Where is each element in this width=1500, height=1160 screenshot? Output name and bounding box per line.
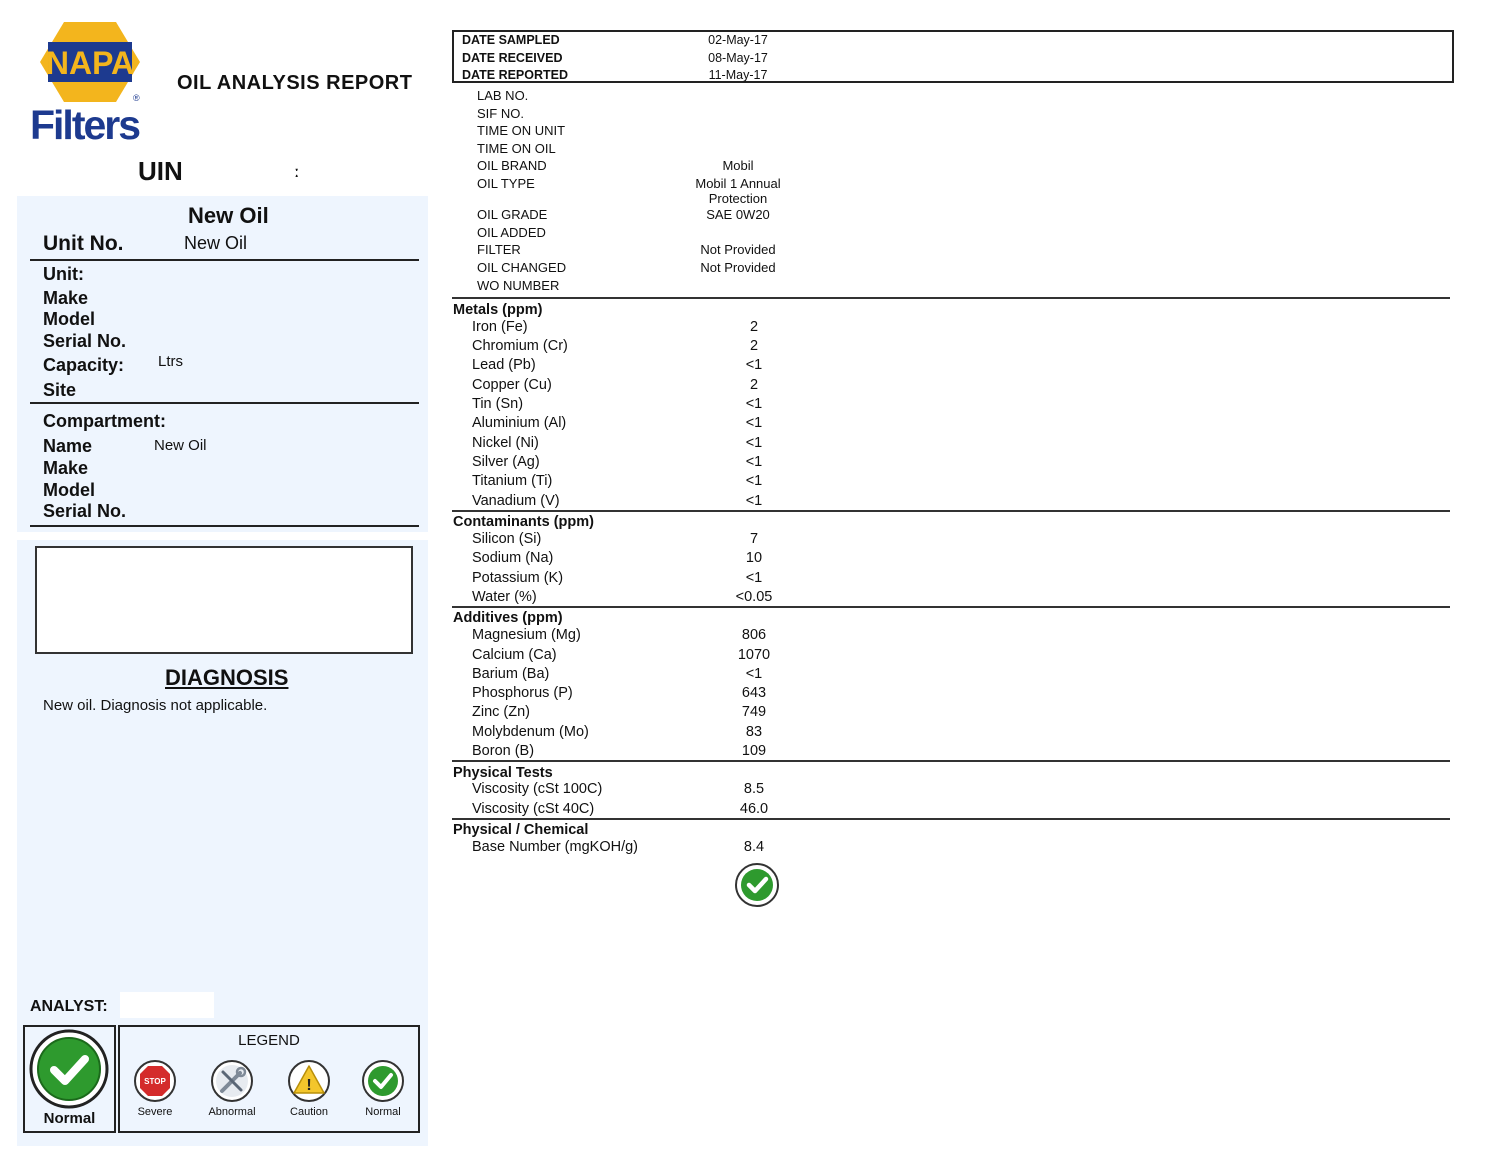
info-label: OIL CHANGED: [477, 260, 567, 275]
compartment-heading: Compartment:: [43, 411, 167, 431]
info-label: WO NUMBER: [477, 278, 560, 293]
unit-heading: New Oil: [188, 203, 269, 228]
test-value: <1: [745, 454, 763, 470]
test-label: Magnesium (Mg): [472, 627, 581, 643]
test-label: Calcium (Ca): [472, 647, 557, 663]
warning-icon: [287, 1059, 331, 1103]
test-value: 806: [741, 627, 767, 643]
test-value: 8.4: [743, 839, 765, 855]
test-value: 2: [749, 319, 759, 335]
test-value: 7: [749, 531, 759, 547]
info-label: FILTER: [477, 242, 521, 257]
test-value: 8.5: [743, 781, 765, 797]
test-label: Viscosity (cSt 100C): [472, 781, 603, 797]
info-label: OIL ADDED: [477, 225, 546, 240]
test-value: <1: [745, 435, 763, 451]
unit-no-value: New Oil: [184, 233, 248, 253]
test-label: Water (%): [472, 589, 537, 605]
test-value: 643: [741, 685, 767, 701]
napa-logo-icon: [38, 20, 142, 104]
compartment-name-value: New Oil: [154, 437, 207, 454]
section-divider: [452, 297, 1450, 299]
oil-grade-value: SAE 0W20: [706, 207, 770, 222]
unit-no-label: Unit No.: [43, 232, 124, 255]
section-divider: [452, 606, 1450, 608]
compartment-model-label: Model: [43, 480, 95, 500]
analyst-name-redacted: [120, 992, 214, 1018]
test-value: 10: [745, 550, 763, 566]
oil-brand-value: Mobil: [722, 158, 754, 173]
section-title-physical-chemical: Physical / Chemical: [453, 822, 589, 838]
compartment-name-label: Name: [43, 436, 93, 456]
test-label: Aluminium (Al): [472, 415, 567, 431]
section-divider: [452, 818, 1450, 820]
test-value: 1070: [737, 647, 771, 663]
test-label: Tin (Sn): [472, 396, 524, 412]
test-value: <1: [745, 415, 763, 431]
check-icon: [361, 1059, 405, 1103]
report-title: OIL ANALYSIS REPORT: [177, 72, 413, 94]
info-label: TIME ON UNIT: [477, 123, 566, 138]
stop-icon: [133, 1059, 177, 1103]
diagnosis-title: DIAGNOSIS: [165, 665, 289, 690]
test-value: <1: [745, 473, 763, 489]
test-value: <1: [745, 493, 763, 509]
registered-mark: ®: [133, 93, 140, 103]
section-title-metals: Metals (ppm): [453, 302, 543, 318]
test-label: Potassium (K): [472, 570, 564, 586]
test-value: <1: [745, 396, 763, 412]
test-value: <1: [745, 666, 763, 682]
date-received-label: DATE RECEIVED: [462, 51, 563, 65]
section-title-physical-tests: Physical Tests: [453, 765, 553, 781]
comments-box: [35, 546, 413, 654]
test-value: 2: [749, 377, 759, 393]
date-sampled-value: 02-May-17: [708, 33, 768, 47]
logo-wordmark: Filters: [30, 102, 140, 148]
date-received-value: 08-May-17: [708, 51, 768, 65]
overall-status-label: Normal: [43, 1110, 96, 1127]
test-value: <1: [745, 357, 763, 373]
section-divider: [452, 760, 1450, 762]
dates-box: [452, 30, 1454, 83]
legend-label-normal: Normal: [365, 1106, 401, 1118]
test-label: Phosphorus (P): [472, 685, 573, 701]
test-label: Base Number (mgKOH/g): [472, 839, 638, 855]
capacity-label: Capacity:: [43, 355, 125, 375]
diagnosis-text: New oil. Diagnosis not applicable.: [43, 697, 268, 714]
test-label: Sodium (Na): [472, 550, 554, 566]
divider: [30, 402, 419, 404]
test-label: Lead (Pb): [472, 357, 536, 373]
analyst-label: ANALYST:: [30, 998, 108, 1015]
unit-serial-label: Serial No.: [43, 331, 127, 351]
test-label: Barium (Ba): [472, 666, 550, 682]
info-label: TIME ON OIL: [477, 141, 556, 156]
check-icon: [29, 1029, 109, 1109]
oil-changed-value: Not Provided: [700, 260, 776, 275]
compartment-make-label: Make: [43, 458, 89, 478]
test-label: Zinc (Zn): [472, 704, 530, 720]
uin-value: ː: [294, 164, 300, 181]
divider: [30, 259, 419, 261]
test-value: 46.0: [739, 801, 769, 817]
legend-label-abnormal: Abnormal: [208, 1106, 256, 1118]
test-value: <1: [745, 570, 763, 586]
section-title-additives: Additives (ppm): [453, 610, 563, 626]
filter-value: Not Provided: [700, 242, 776, 257]
test-label: Vanadium (V): [472, 493, 560, 509]
test-label: Nickel (Ni): [472, 435, 539, 451]
test-value: <0.05: [735, 589, 773, 605]
legend-title: LEGEND: [238, 1032, 300, 1049]
section-divider: [452, 510, 1450, 512]
tools-icon: [210, 1059, 254, 1103]
compartment-serial-label: Serial No.: [43, 501, 127, 521]
info-label: SIF NO.: [477, 106, 524, 121]
test-label: Iron (Fe): [472, 319, 528, 335]
uin-label: UIN: [138, 156, 183, 186]
info-label: OIL TYPE: [477, 176, 535, 191]
legend-label-severe: Severe: [137, 1106, 173, 1118]
info-label: OIL BRAND: [477, 158, 547, 173]
test-value: 2: [749, 338, 759, 354]
legend-label-caution: Caution: [290, 1106, 328, 1118]
info-label: OIL GRADE: [477, 207, 548, 222]
unit-make-label: Make: [43, 288, 89, 308]
test-label: Silicon (Si): [472, 531, 542, 547]
test-value: 109: [741, 743, 767, 759]
info-label: LAB NO.: [477, 88, 529, 103]
svg-text:STOP: STOP: [144, 1077, 166, 1086]
check-icon: [734, 862, 780, 908]
date-reported-value: 11-May-17: [708, 68, 768, 82]
divider: [30, 525, 419, 527]
test-label: Molybdenum (Mo): [472, 724, 589, 740]
date-sampled-label: DATE SAMPLED: [462, 33, 560, 47]
test-label: Chromium (Cr): [472, 338, 568, 354]
test-label: Titanium (Ti): [472, 473, 553, 489]
test-value: 749: [741, 704, 767, 720]
test-label: Copper (Cu): [472, 377, 552, 393]
oil-type-value: Mobil 1 Annual Protection: [695, 176, 781, 206]
test-label: Viscosity (cSt 40C): [472, 801, 595, 817]
capacity-unit: Ltrs: [158, 353, 184, 370]
svg-text:!: !: [306, 1077, 312, 1094]
napa-logo-text: NAPA: [45, 45, 135, 81]
date-reported-label: DATE REPORTED: [462, 68, 569, 82]
section-title-contaminants: Contaminants (ppm): [453, 514, 594, 530]
test-value: 83: [745, 724, 763, 740]
unit-model-label: Model: [43, 309, 95, 329]
unit-label: Unit:: [43, 264, 84, 284]
test-label: Silver (Ag): [472, 454, 540, 470]
test-label: Boron (B): [472, 743, 535, 759]
site-label: Site: [43, 380, 77, 400]
